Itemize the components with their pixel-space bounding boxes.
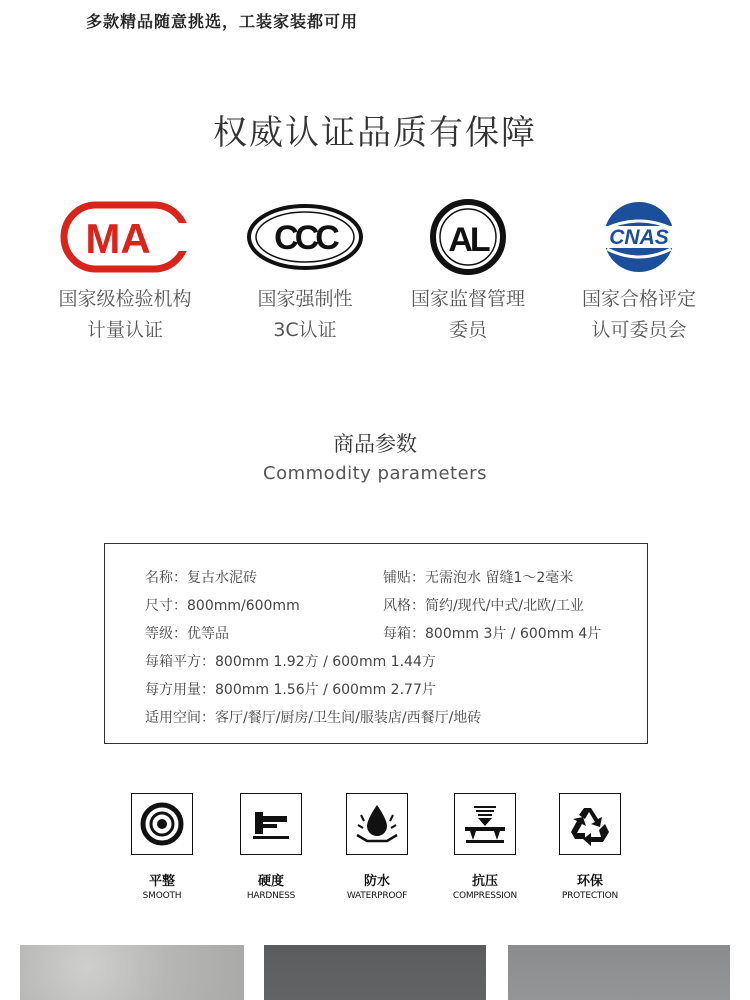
param-install: 铺贴：无需泡水 留缝1～2毫米	[383, 570, 574, 586]
param-per-box: 每箱：800mm 3片 / 600mm 4片	[383, 626, 602, 642]
svg-text:CNAS: CNAS	[609, 226, 669, 249]
cert-label: 国家级检验机构 计量认证	[58, 288, 192, 341]
cnas-logo	[554, 198, 724, 276]
cert-label: 国家强制性 3C认证	[257, 288, 353, 341]
param-size: 尺寸：800mm/600mm	[145, 598, 300, 614]
cert-label: 国家合格评定 认可委员会	[581, 288, 696, 341]
param-name: 名称：复古水泥砖	[145, 570, 257, 586]
tile-swatch-dark	[264, 945, 486, 1000]
cma-logo	[40, 198, 210, 276]
cert-cnas	[554, 198, 724, 346]
cert-al	[383, 198, 553, 346]
compression-icon	[454, 793, 516, 855]
feature-hardness: 硬度 HARDNESS	[216, 793, 326, 901]
param-style: 风格：简约/现代/中式/北欧/工业	[383, 598, 584, 614]
svg-text:MA: MA	[85, 215, 151, 262]
smooth-icon	[131, 793, 193, 855]
promo-line: 多款精品随意挑选，工装家装都可用	[86, 12, 359, 31]
svg-text:AL: AL	[448, 221, 488, 259]
waterproof-icon	[346, 793, 408, 855]
recycle-icon	[559, 793, 621, 855]
cert-ccc	[220, 198, 390, 346]
tile-swatch-mid	[508, 945, 730, 1000]
param-space: 适用空间：客厅/餐厅/厨房/卫生间/服装店/西餐厅/地砖	[145, 710, 482, 726]
feature-protection: 环保 PROTECTION	[535, 793, 645, 901]
param-box-area: 每箱平方：800mm 1.92方 / 600mm 1.44方	[145, 654, 436, 670]
feature-compression: 抗压 COMPRESSION	[430, 793, 540, 901]
params-subtitle: Commodity parameters	[263, 463, 487, 484]
param-grade: 等级：优等品	[145, 626, 229, 642]
ccc-logo	[220, 198, 390, 276]
cert-cma	[40, 198, 210, 346]
feature-waterproof: 防水 WATERPROOF	[322, 793, 432, 901]
cert-section-title: 权威认证品质有保障	[213, 113, 537, 153]
feature-smooth: 平整 SMOOTH	[107, 793, 217, 901]
params-title: 商品参数	[333, 432, 417, 456]
tile-swatch-light	[20, 945, 244, 1000]
al-logo	[383, 198, 553, 276]
svg-text:CCC: CCC	[274, 219, 336, 257]
param-usage: 每方用量：800mm 1.56片 / 600mm 2.77片	[145, 682, 436, 698]
cert-label: 国家监督管理 委员	[410, 288, 525, 341]
hardness-icon	[240, 793, 302, 855]
params-table	[104, 543, 648, 744]
